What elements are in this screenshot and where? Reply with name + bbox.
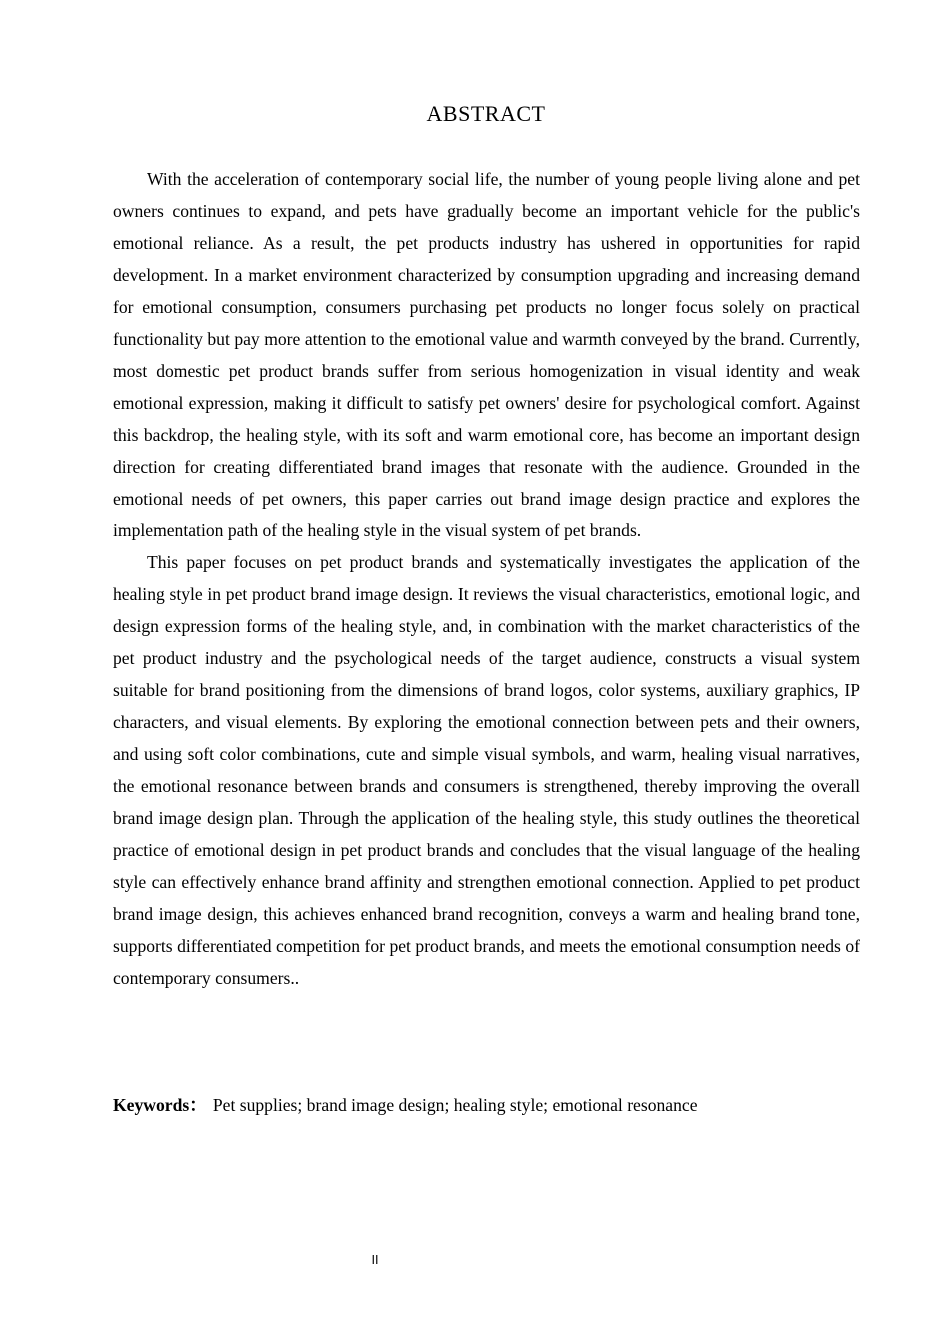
keywords-line <box>113 1091 860 1119</box>
page-number: II <box>371 1253 379 1267</box>
abstract-paragraph-2: This paper focuses on pet product brands and systematically investigates the application of the healing style in pet product brand image design. It reviews the visual characteristics, emotional logic, and design expression forms of the healing style, and, in combination with the market characteristics of the pet product industry and the psychological needs of the target audience, constructs a visual system suitable for brand positioning from the dimensions of brand logos, color systems, auxiliary graphics, IP characters, and visual elements. By exploring the emotional connection between pets and their owners, and using soft color combinations, cute and simple visual symbols, and warm, healing visual narratives, the emotional resonance between brands and consumers is strengthened, thereby improving the overall brand image design plan. Through the application of the healing style, this study outlines the theoretical practice of emotional design in pet product brands and concludes that the visual language of the healing style can effectively enhance brand affinity and strengthen emotional connection. Applied to pet product brand image design, this achieves enhanced brand recognition, conveys a warm and healing brand tone, supports differentiated competition for pet product brands, and meets the emotional consumption needs of contemporary consumers.. <box>113 552 860 988</box>
keywords-separator: ： <box>189 1095 207 1115</box>
keywords-text: Pet supplies; brand image design; healing style; emotional resonance <box>212 1095 698 1115</box>
keywords-label: Keywords <box>113 1095 190 1115</box>
abstract-title: ABSTRACT <box>426 101 546 126</box>
abstract-body <box>113 164 860 995</box>
abstract-paragraph-1: With the acceleration of contemporary social life, the number of young people living alone and pet owners continues to expand, and pets have gradually become an important vehicle for the public's emotional reliance. As a result, the pet products industry has ushered in opportunities for rapid development. In a market environment characterized by consumption upgrading and increasing demand for emotional consumption, consumers purchasing pet products no longer focus solely on practical functionality but pay more attention to the emotional value and warmth conveyed by the brand. Currently, most domestic pet product brands suffer from serious homogenization in visual identity and weak emotional expression, making it difficult to satisfy pet owners' desire for psychological comfort. Against this backdrop, the healing style, with its soft and warm emotional core, has become an important design direction for creating differentiated brand images that resonate with the audience. Grounded in the emotional needs of pet owners, this paper carries out brand image design practice and explores the implementation path of the healing style in the visual system of pet brands. <box>113 169 860 541</box>
